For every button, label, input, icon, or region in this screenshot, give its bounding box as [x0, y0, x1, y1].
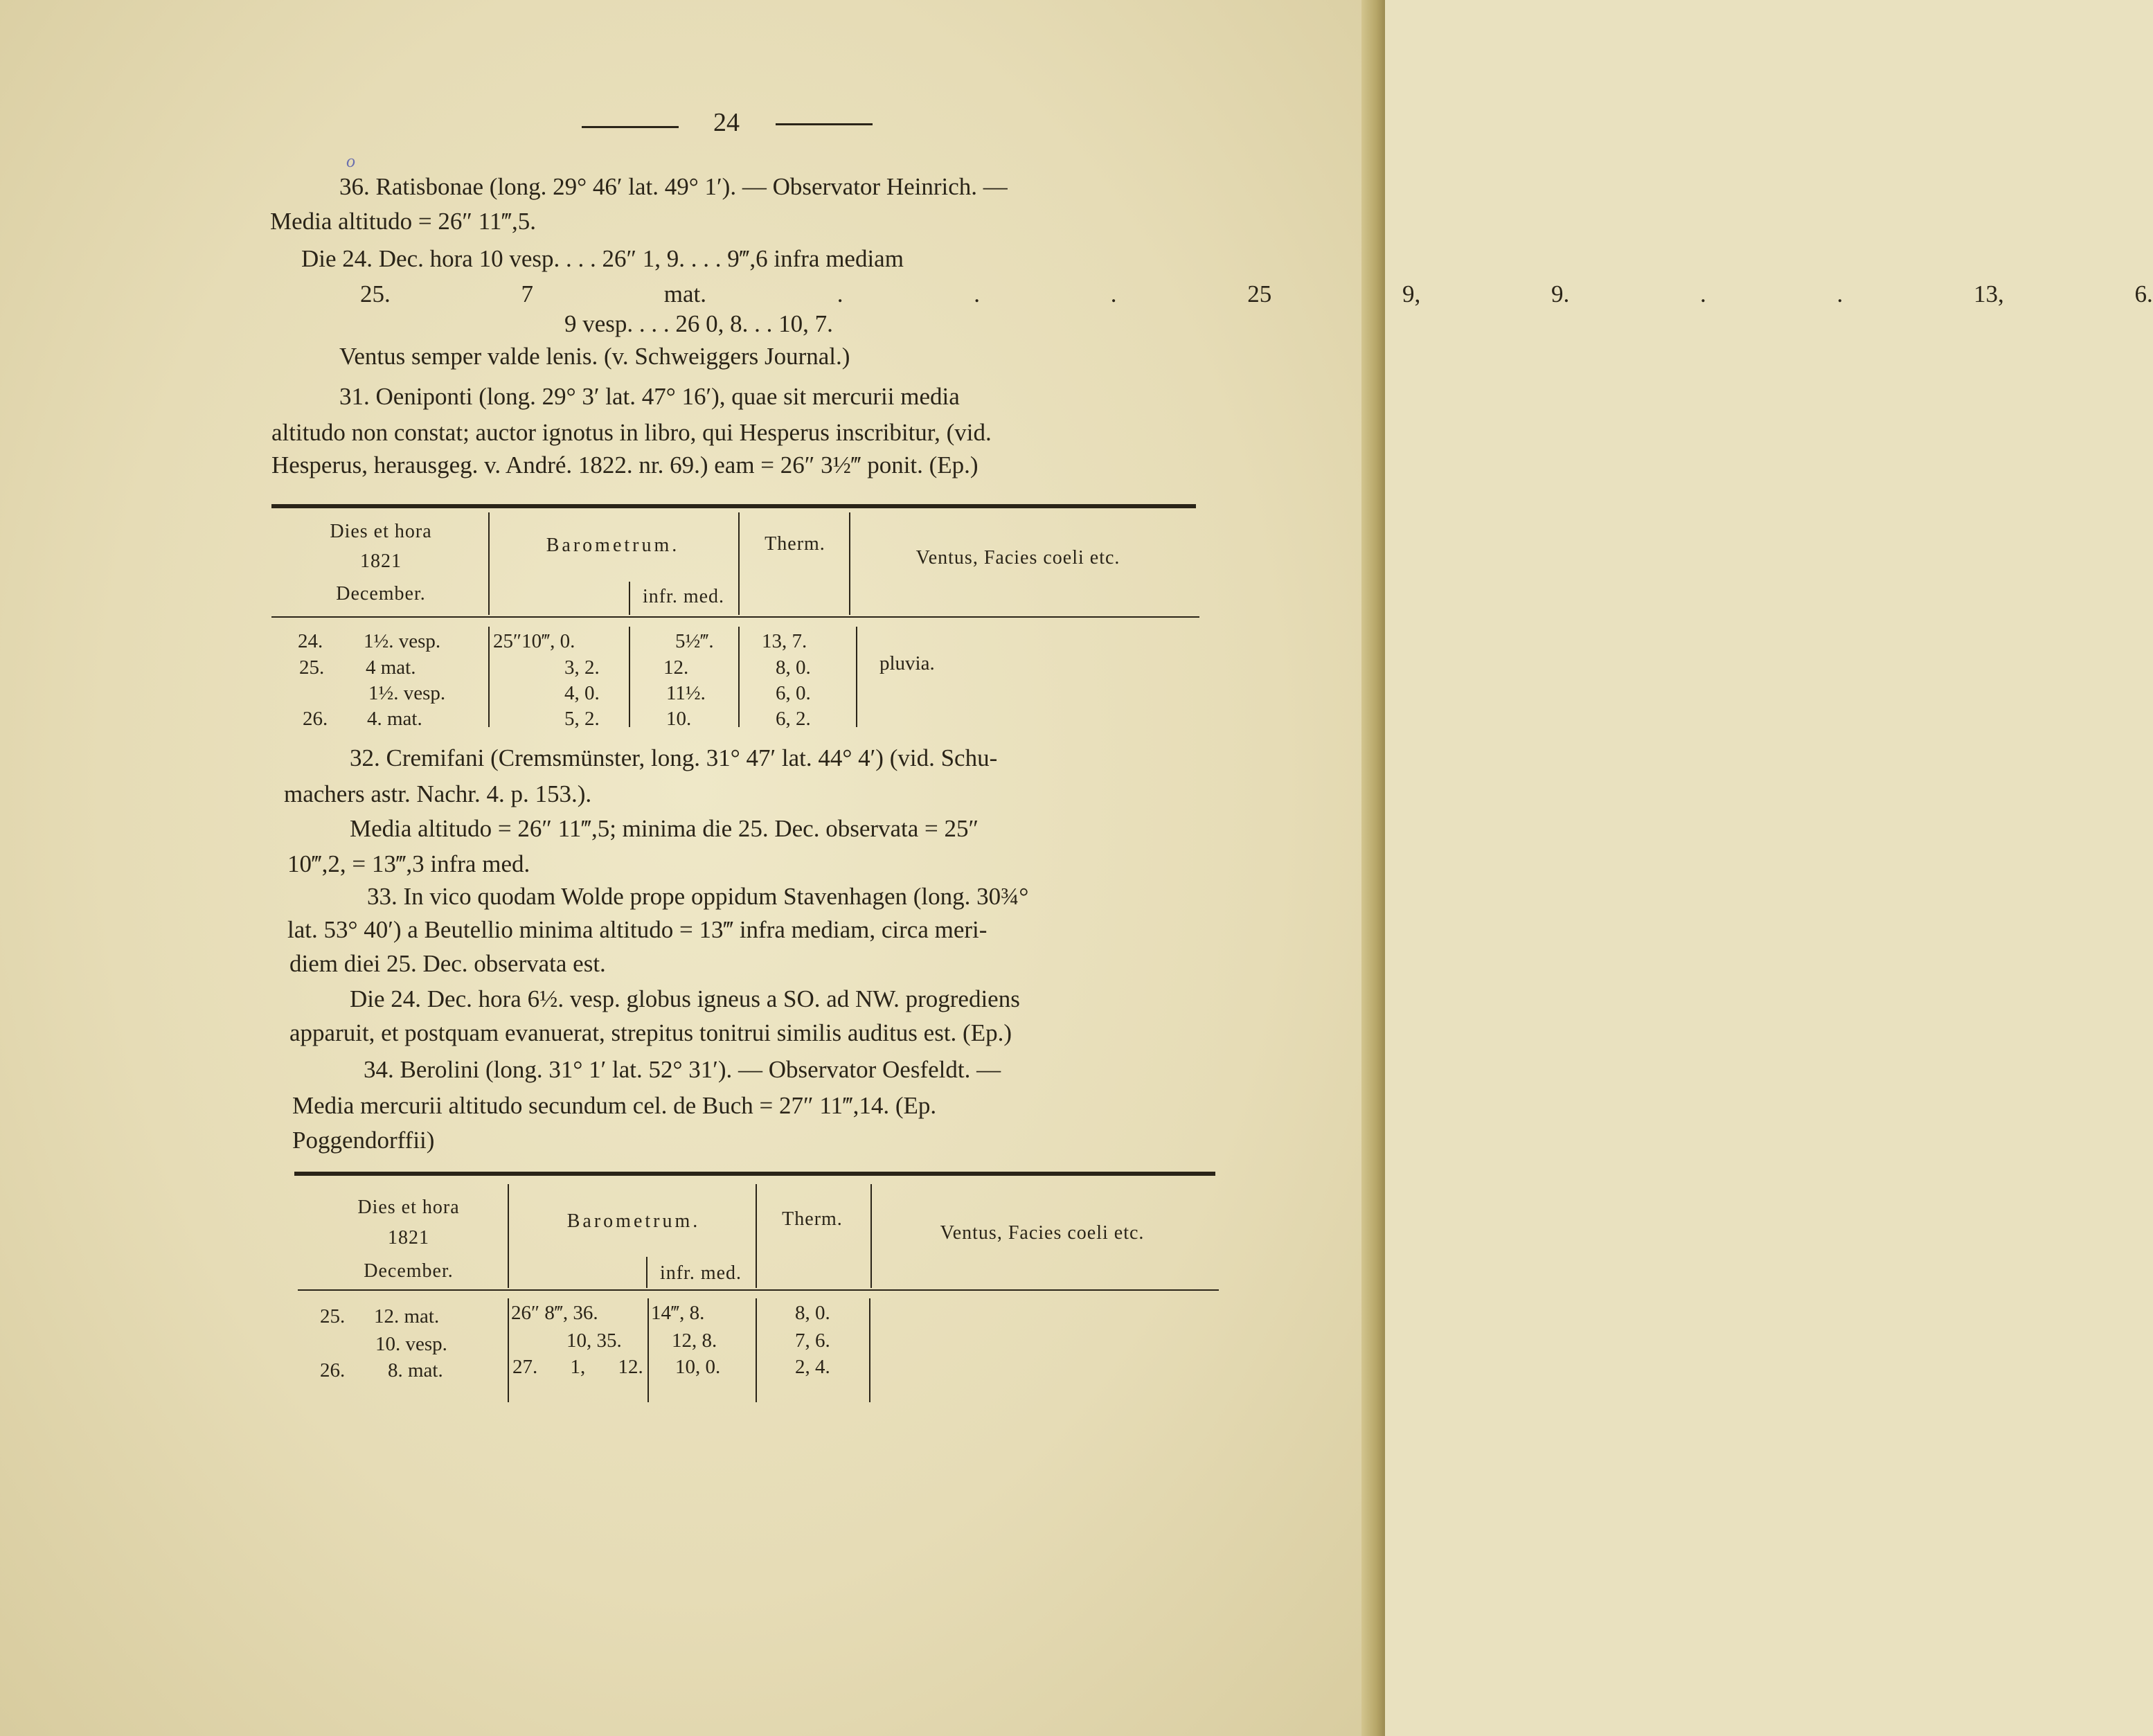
header-rule-right	[776, 123, 873, 125]
text-line: Poggendorffii)	[292, 1127, 435, 1154]
cell-barometer: 3, 2.	[564, 656, 600, 679]
table-header-ventus: Ventus, Facies coeli etc.	[940, 1222, 1145, 1244]
cell-therm: 2, 4.	[795, 1356, 830, 1378]
cell-hour: 4. mat.	[367, 708, 422, 730]
table-header-barometrum: Barometrum.	[546, 535, 680, 556]
text-line: 10‴,2, = 13‴,3 infra med.	[287, 850, 530, 877]
cell-barometer: 27. 1, 12.	[512, 1356, 643, 1378]
cell-infra: 12, 8.	[672, 1330, 717, 1352]
page-number: 24	[713, 108, 740, 137]
cell-day: 25.	[299, 656, 325, 679]
cell-day: 25.	[320, 1305, 346, 1327]
cell-barometer: 10, 35.	[566, 1330, 622, 1352]
cell-therm: 6, 2.	[776, 708, 811, 730]
cell-infra: 5½‴.	[675, 630, 714, 652]
text-line: Die 24. Dec. hora 6½. vesp. globus igneus a SO. ad NW. progrediens	[350, 985, 1020, 1012]
cell-therm: 6, 0.	[776, 682, 811, 704]
table-divider	[869, 1298, 870, 1402]
text-line: Hesperus, herausgeg. v. André. 1822. nr. 69.) eam = 26″ 3½‴ ponit. (Ep.)	[271, 451, 979, 478]
text-line: Die 24. Dec. hora 10 vesp. . . . 26″ 1, 9. . . . 9‴,6 infra mediam	[301, 245, 904, 272]
text-line: 32. Cremifani (Cremsmünster, long. 31° 47′ lat. 44° 4′) (vid. Schu-	[350, 744, 998, 771]
table-divider	[508, 1298, 509, 1402]
table-header-therm: Therm.	[782, 1208, 843, 1230]
pencil-mark: o	[346, 151, 355, 171]
cell-barometer: 26″ 8‴, 36.	[511, 1302, 598, 1324]
cell-ventus: pluvia.	[879, 652, 935, 674]
table-header-month: December.	[364, 1260, 454, 1282]
cell-day: 24.	[298, 630, 323, 652]
cell-day: 26.	[303, 708, 328, 730]
text-line: 33. In vico quodam Wolde prope oppidum Stavenhagen (long. 30¾°	[367, 883, 1029, 910]
table-header-year: 1821	[360, 551, 402, 572]
table-divider	[738, 627, 740, 727]
table-header-rule	[298, 1289, 1219, 1291]
cell-barometer: 4, 0.	[564, 682, 600, 704]
table-top-rule	[271, 504, 1196, 508]
table-header-year: 1821	[388, 1227, 429, 1249]
table-divider	[870, 1184, 872, 1288]
table-header-infr: infr. med.	[642, 586, 725, 607]
text-line: apparuit, et postquam evanuerat, strepitus tonitrui similis auditus est. (Ep.)	[289, 1019, 1012, 1046]
table-divider	[849, 512, 850, 615]
text-line: 31. Oeniponti (long. 29° 3′ lat. 47° 16′), quae sit mercurii media	[339, 383, 960, 410]
text-line: 34. Berolini (long. 31° 1′ lat. 52° 31′). — Observator Oesfeldt. —	[364, 1056, 1001, 1083]
text-line: 36. Ratisbonae (long. 29° 46′ lat. 49° 1′). — Observator Heinrich. —	[339, 173, 1008, 200]
text-line: Media altitudo = 26″ 11‴,5; minima die 25. Dec. observata = 25″	[350, 815, 979, 842]
cell-therm: 7, 6.	[795, 1330, 830, 1352]
table-header-therm: Therm.	[765, 533, 825, 555]
cell-hour: 4 mat.	[366, 656, 416, 679]
table-divider	[646, 1257, 647, 1288]
table-header-dies: Dies et hora	[330, 521, 432, 542]
header-rule-left	[582, 126, 679, 128]
text-line: lat. 53° 40′) a Beutellio minima altitudo = 13‴ infra mediam, circa meri-	[287, 916, 988, 943]
cell-hour: 10. vesp.	[375, 1333, 447, 1355]
table-divider	[488, 512, 490, 615]
table-header-ventus: Ventus, Facies coeli etc.	[915, 547, 1120, 569]
text-line: machers astr. Nachr. 4. p. 153.).	[284, 780, 592, 807]
text-line: Media altitudo = 26″ 11‴,5.	[270, 208, 536, 235]
table-divider	[856, 627, 857, 727]
table-divider	[488, 627, 490, 727]
table-header-rule	[271, 616, 1199, 618]
text-line: diem diei 25. Dec. observata est.	[289, 950, 606, 977]
table-header-infr: infr. med.	[659, 1262, 742, 1284]
table-header-month: December.	[336, 583, 426, 605]
table-divider	[629, 582, 630, 615]
cell-hour: 8. mat.	[388, 1359, 443, 1381]
cell-barometer: 25″10‴, 0.	[493, 630, 575, 652]
table-divider	[508, 1184, 509, 1288]
cell-infra: 11½.	[666, 682, 706, 704]
table-divider	[629, 627, 630, 727]
table-divider	[756, 1184, 757, 1288]
page-edge	[1361, 0, 1385, 1736]
text-line: Media mercurii altitudo secundum cel. de Buch = 27″ 11‴,14. (Ep.	[292, 1092, 937, 1119]
cell-infra: 10, 0.	[675, 1356, 721, 1378]
cell-infra: 10.	[666, 708, 692, 730]
table-top-rule	[294, 1172, 1215, 1176]
table-header-dies: Dies et hora	[357, 1197, 460, 1218]
text-line: 25. 7 mat. . . . 25 9, 9. . . 13, 6.	[360, 280, 2153, 307]
table-header-barometrum: Barometrum.	[566, 1210, 701, 1232]
text-line: Ventus semper valde lenis. (v. Schweiggers Journal.)	[339, 343, 850, 370]
cell-day: 26.	[320, 1359, 346, 1381]
table-divider	[738, 512, 740, 615]
table-divider	[756, 1298, 757, 1402]
cell-therm: 13, 7.	[762, 630, 807, 652]
cell-hour: 12. mat.	[374, 1305, 440, 1327]
cell-therm: 8, 0.	[776, 656, 811, 679]
text-line: altitudo non constat; auctor ignotus in libro, qui Hesperus inscribitur, (vid.	[271, 419, 992, 446]
cell-hour: 1½. vesp.	[368, 682, 446, 704]
cell-infra: 12.	[663, 656, 689, 679]
table-divider	[647, 1298, 649, 1402]
cell-infra: 14‴, 8.	[651, 1302, 705, 1324]
cell-hour: 1½. vesp.	[364, 630, 441, 652]
cell-barometer: 5, 2.	[564, 708, 600, 730]
text-line: 9 vesp. . . . 26 0, 8. . . 10, 7.	[564, 310, 833, 337]
cell-therm: 8, 0.	[795, 1302, 830, 1324]
